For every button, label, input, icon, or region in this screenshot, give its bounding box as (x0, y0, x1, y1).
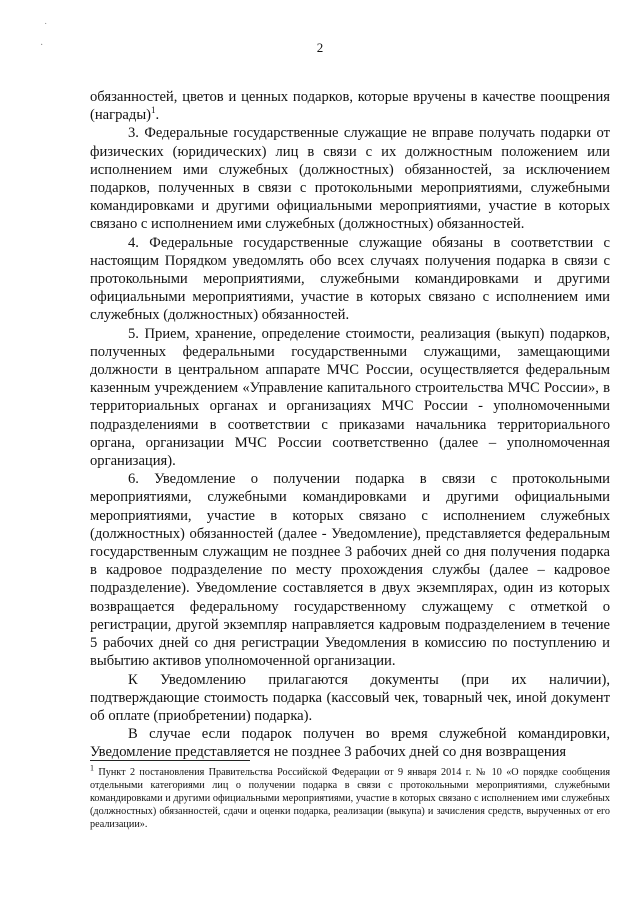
footnote-number: 1 (90, 763, 94, 773)
paragraph-3: 3. Федеральные государственные служащие не вправе получать подарки от физических (юридических) лиц в связи с их должностным положением или исполнением ими служебных (должностных) обязанностей, за исключением подарков, полученных в связи с протокольными мероприятиями, служебными командировками и другими официальными мероприятиями, участие в которых связано с исполнением ими служебных (должностных) обязанностей. (90, 125, 610, 233)
paragraph-attachments: К Уведомлению прилагаются документы (при их наличии), подтверждающие стоимость подарка (кассовый чек, товарный чек, иной документ об оплате (приобретении) подарка). (90, 671, 610, 724)
scan-speck: ˙ (44, 22, 48, 33)
paragraph-6: 6. Уведомление о получении подарка в связи с протокольными мероприятиями, служебными командировками и другими официальными мероприятиями, участие в которых связано с исполнением служебных (должностных) обязанностей (далее - Уведомление), представляется федеральным государственным служащим не позднее 3 рабочих дней со дня получения подарка в кадровое подразделение по месту прохождения службы (далее – кадровое подразделение). Уведомление составляется в двух экземплярах, один из которых возвращается федеральному государственному служащему с отметкой о регистрации, другой экземпляр направляется кадровым подразделением в течение 5 рабочих дней со дня регистрации Уведомления в комиссию по поступлению и выбытию активов уполномоченной организации. (90, 471, 610, 670)
footnote (90, 763, 611, 831)
paragraph-5: 5. Прием, хранение, определение стоимости, реализация (выкуп) подарков, полученных федеральными государственными служащими, замещающими должности в центральном аппарате МЧС России, осуществляется федеральным казенным учреждением «Управление капитального строительства МЧС России», в территориальных органах и организациях МЧС России - уполномоченными подразделениями в соответствии с приказами начальника территориального органа, организации МЧС России соответственно (далее – уполномоченная организация). (90, 325, 610, 470)
footnote-text: Пункт 2 постановления Правительства Российской Федерации от 9 января 2014 г. № 10 «О порядке сообщения отдельными категориями лиц о получении подарка в связи с протокольными мероприятиями, служебными командировками и другими официальными мероприятиями, участие в которых связано с исполнением ими служебных (должностных) обязанностей, сдачи и оценки подарка, реализации (выкупа) и зачисления средств, вырученных от его реализации». (90, 767, 611, 830)
paragraph-4: 4. Федеральные государственные служащие обязаны в соответствии с настоящим Порядком уведомлять обо всех случаях получения подарка в связи с протокольными мероприятиями, служебными командировками и другими официальными мероприятиями, участие в которых связано с исполнением ими служебных (должностных) обязанностей. (90, 234, 610, 324)
footnote-reference: 1 (151, 105, 156, 116)
scan-speck: · (40, 40, 44, 51)
footnote-divider (90, 760, 250, 761)
paragraph-business-trip: В случае если подарок получен во время служебной командировки, Уведомление представляется не позднее 3 рабочих дней со дня возвращения (90, 726, 610, 761)
paragraph-continuation: обязанностей, цветов и ценных подарков, которые вручены в качестве поощрения (награды)$^1$. (90, 89, 610, 124)
body-text (90, 88, 610, 762)
page-number: 2 (316, 40, 324, 55)
